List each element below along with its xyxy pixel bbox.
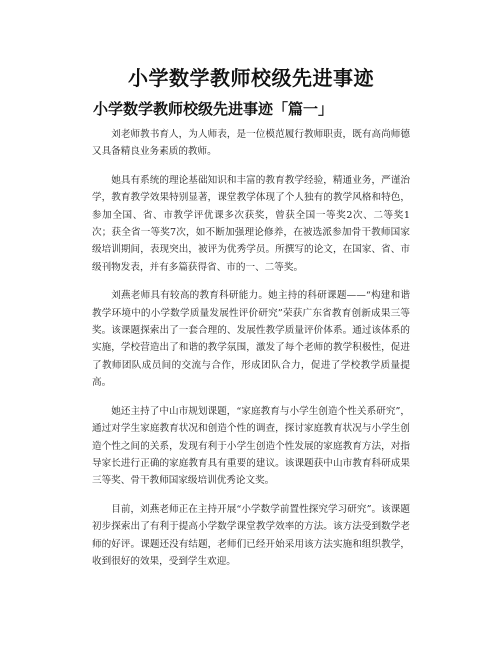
paragraph-1: 刘老师教书育人，为人师表，是一位模范履行教师职责，既有高尚师德又具备精良业务素质的教师。 [92,129,410,158]
paragraph-2: 她具有系统的理论基础知识和丰富的教育教学经验，精通业务，严谨治学，教育教学效果特别显著，课堂教学体现了个人独有的教学风格和特色，参加全国、省、市教学评优课多次获奖，曾获全国一等奖2次、二等奖1次；获全省一等奖7次，如不断加强理论修养，在被选派参加骨干教师国家级培训期间，表现突出，被评为优秀学员。所撰写的论文，在国家、省、市级刊物发表，并有多篇获得省、市的一、二等奖。 [92,174,410,273]
paragraph-5: 目前，刘燕老师正在主持开展“小学数学前置性探究学习研究”。该课题初步探索出了有利于提高小学数学课堂教学效率的方法。该方法受到数学老师的好评。课题还没有结题，老师们已经开始采用该方法实施和组织教学，收到很好的效果，受到学生欢迎。 [92,503,410,567]
paragraph-4: 她还主持了中山市规划课题，“家庭教育与小学生创造个性关系研究”，通过对学生家庭教育状况和创造个性的调查，探讨家庭教育状况与小学生创造个性之间的关系，发现有利于小学生创造个性发展的家庭教育方法，对指导家长进行正确的家庭教育具有重要的建议。该课题获中山市教育科研成果三等奖、骨干教师国家级培训优秀论文奖。 [92,405,410,487]
paragraph-3: 刘燕老师具有较高的教育科研能力。她主持的科研课题——“构建和谐教学环境中的小学数学质量发展性评价研究”荣获广东省教育创新成果三等奖。该课题探索出了一套合理的、发展性教学质量评价体系。通过该体系的实施，学校营造出了和谐的教学氛围，激发了每个老师的教学积极性，促进了教师团队成员间的交流与合作，形成团队合力，促进了学校教学质量提高。 [92,290,410,389]
document-title: 小学数学教师校级先进事迹 [128,66,374,90]
document-body [92,126,410,581]
section-title: 小学数学教师校级先进事迹「篇一」 [93,100,334,118]
